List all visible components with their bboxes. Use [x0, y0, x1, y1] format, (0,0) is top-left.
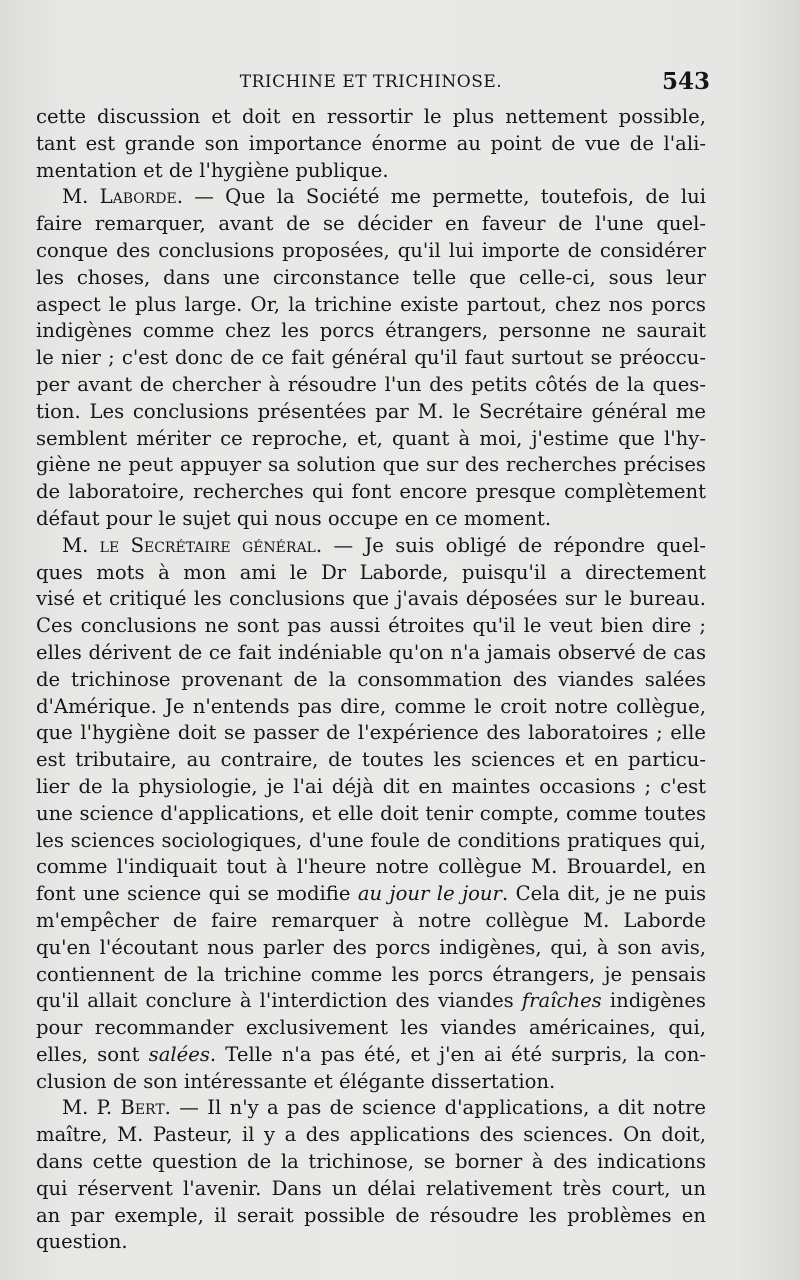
text-line: les sciences sociologiques, d'une foule de conditions pratiques qui,: [36, 828, 706, 852]
speaker-name: M. P. Bert.: [62, 1096, 171, 1120]
text-line: giène ne peut appuyer sa solution que sur des recherches précises: [36, 453, 706, 477]
text-line: indigènes comme chez les porcs étrangers, personne ne saurait: [36, 319, 706, 343]
text-line: qu'il allait conclure à l'interdiction des viandes fraîches indigènes: [36, 989, 706, 1013]
text-line: d'Amérique. Je n'entends pas dire, comme le croit notre collègue,: [36, 694, 706, 718]
text-line: faire remarquer, avant de se décider en faveur de l'une quel-: [36, 212, 706, 236]
text-line: qui réservent l'avenir. Dans un délai relativement très court, un: [36, 1176, 706, 1200]
running-head: [36, 68, 710, 98]
text-line: per avant de chercher à résoudre l'un des petits côtés de la ques-: [36, 372, 706, 396]
text-line: est tributaire, au contraire, de toutes les sciences et en particu-: [36, 748, 706, 772]
text-line: ques mots à mon ami le Dr Laborde, puisqu'il a directement: [36, 560, 706, 584]
text-line: de laboratoire, recherches qui font encore presque complètement: [36, 480, 706, 504]
italic-phrase: au jour le jour: [357, 882, 502, 906]
running-title: TRICHINE ET TRICHINOSE.: [239, 72, 503, 92]
text-line: mentation et de l'hygiène publique.: [36, 158, 389, 182]
text-line: dans cette question de la trichinose, se borner à des indications: [36, 1150, 706, 1174]
text-line: M. le Secrétaire général. — Je suis obligé de répondre quel-: [62, 533, 706, 557]
text-line: que l'hygiène doit se passer de l'expérience des laboratoires ; elle: [36, 721, 706, 745]
text-line: tant est grande son importance énorme au point de vue de l'ali-: [36, 131, 706, 155]
text-line: font une science qui se modifie au jour le jour. Cela dit, je ne puis: [36, 882, 706, 906]
paragraph: [36, 184, 706, 532]
text-line: tion. Les conclusions présentées par M. le Secrétaire général me: [36, 399, 706, 423]
paragraph: [36, 533, 706, 1096]
text-line: conque des conclusions proposées, qu'il lui importe de considérer: [36, 238, 706, 262]
paragraph: [36, 104, 706, 184]
speaker-name: M. Laborde.: [62, 185, 183, 209]
text-line: pour recommander exclusivement les viandes américaines, qui,: [36, 1016, 706, 1040]
text-line: aspect le plus large. Or, la trichine existe partout, chez nos porcs: [36, 292, 706, 316]
text-line: visé et critiqué les conclusions que j'avais déposées sur le bureau.: [36, 587, 706, 611]
text-line: elles dérivent de ce fait indéniable qu'on n'a jamais observé de cas: [36, 640, 706, 664]
text-line: clusion de son intéressante et élégante dissertation.: [36, 1069, 556, 1093]
text-line: question.: [36, 1230, 128, 1254]
italic-phrase: salées: [148, 1042, 210, 1066]
text-line: maître, M. Pasteur, il y a des applications des sciences. On doit,: [36, 1123, 706, 1147]
text-line: contiennent de la trichine comme les porcs étrangers, je pensais: [36, 962, 706, 986]
text-line: le nier ; c'est donc de ce fait général qu'il faut surtout se préoccu-: [36, 346, 706, 370]
text-line: semblent mériter ce reproche, et, quant à moi, j'estime que l'hy-: [36, 426, 706, 450]
text-line: m'empêcher de faire remarquer à notre collègue M. Laborde: [36, 908, 706, 932]
text-line: Ces conclusions ne sont pas aussi étroites qu'il le veut bien dire ;: [36, 614, 706, 638]
text-line: les choses, dans une circonstance telle que celle-ci, sous leur: [36, 265, 706, 289]
text-line: qu'en l'écoutant nous parler des porcs indigènes, qui, à son avis,: [36, 935, 706, 959]
text-line: de trichinose provenant de la consommation des viandes salées: [36, 667, 706, 691]
speaker-name: M. le Secrétaire général.: [62, 533, 323, 557]
text-line: an par exemple, il serait possible de résoudre les problèmes en: [36, 1203, 706, 1227]
text-line: lier de la physiologie, je l'ai déjà dit en maintes occasions ; c'est: [36, 774, 706, 798]
text-line: cette discussion et doit en ressortir le plus nettement possible,: [36, 105, 706, 128]
text-line: M. Laborde. — Que la Société me permette, toutefois, de lui: [62, 185, 706, 209]
page-number: 543: [661, 68, 710, 95]
text-line: défaut pour le sujet qui nous occupe en ce moment.: [36, 506, 552, 530]
body-text: [36, 104, 706, 1256]
paragraph: [36, 1095, 706, 1256]
italic-phrase: fraîches: [521, 989, 602, 1013]
text-line: elles, sont salées. Telle n'a pas été, et j'en ai été surpris, la con-: [36, 1042, 706, 1066]
text-line: comme l'indiquait tout à l'heure notre collègue M. Brouardel, en: [36, 855, 706, 879]
text-line: une science d'applications, et elle doit tenir compte, comme toutes: [36, 801, 706, 825]
text-line: M. P. Bert. — Il n'y a pas de science d'applications, a dit notre: [62, 1096, 706, 1120]
